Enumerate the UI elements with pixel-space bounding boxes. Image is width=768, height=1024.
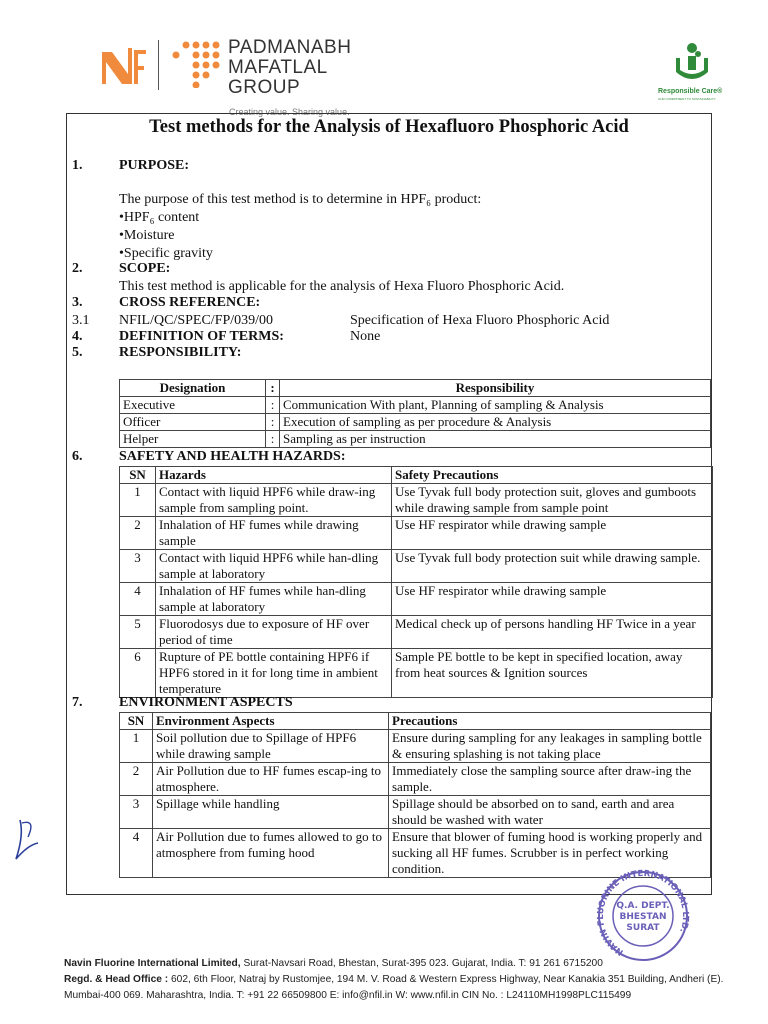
- cell-designation: Officer: [120, 414, 266, 431]
- crossref-heading: CROSS REFERENCE:: [119, 295, 261, 310]
- header-precautions: Precautions: [389, 713, 711, 730]
- cell-precaution: Use Tyvak full body protection suit while drawing sample.: [392, 550, 713, 583]
- company-line-1: PADMANABH: [228, 37, 352, 58]
- definition-number: 4.: [72, 329, 83, 344]
- table-header-row: [120, 713, 711, 730]
- header-colon: :: [266, 380, 280, 397]
- crossref-code: NFIL/QC/SPEC/FP/039/00: [119, 313, 274, 328]
- purpose-number: 1.: [72, 158, 83, 173]
- stamp-ring-text: NAVIN FLUORINE INTERNATIONAL LTD.: [595, 868, 691, 958]
- responsibility-heading: RESPONSIBILITY:: [119, 345, 242, 360]
- cell-designation: Executive: [120, 397, 266, 414]
- cell-aspect: Air Pollution due to fumes allowed to go to atmosphere from fuming hood: [153, 829, 389, 878]
- company-line-2: MAFATLAL: [228, 57, 328, 78]
- stamp-line: BHESTAN: [619, 912, 667, 922]
- header-aspects: Environment Aspects: [153, 713, 389, 730]
- footer-company: Navin Fluorine International Limited,: [64, 958, 241, 969]
- cell-precaution: Ensure that blower of fuming hood is working properly and sucking all HF fumes. Scrubber is in perfect working condition.: [389, 829, 711, 878]
- footer-regd-address: 602, 6th Floor, Natraj by Rustomjee, 194 M. V. Road & Western Express Highway, Near Kanakia 351 Building, Andheri (E).: [168, 974, 724, 985]
- cell-sn: 5: [120, 616, 156, 649]
- cell-precaution: Use HF respirator while drawing sample: [392, 517, 713, 550]
- responsibility-number: 5.: [72, 345, 83, 360]
- cell-sn: 4: [120, 829, 153, 878]
- qa-stamp-icon: [588, 868, 698, 964]
- footer-line-1: [64, 958, 603, 969]
- definition-value: None: [350, 329, 381, 344]
- cell-hazard: Inhalation of HF fumes while drawing sample: [156, 517, 392, 550]
- padmanabh-logo-icon: [98, 44, 150, 88]
- cell-precaution: Immediately close the sampling source after draw-ing the sample.: [389, 763, 711, 796]
- purpose-item: •Moisture: [119, 228, 175, 243]
- footer-regd-label: Regd. & Head Office :: [64, 974, 169, 985]
- company-line-3: GROUP: [228, 77, 301, 98]
- cell-sn: 4: [120, 583, 156, 616]
- cell-hazard: Contact with liquid HPF6 while han-dling sample at laboratory: [156, 550, 392, 583]
- tagline: Creating value. Sharing value.: [229, 107, 350, 117]
- cell-sn: 3: [120, 796, 153, 829]
- header-sn: SN: [120, 467, 156, 484]
- environment-number: 7.: [72, 695, 83, 710]
- footer-address: Surat-Navsari Road, Bhestan, Surat-395 023. Gujarat, India. T: 91 261 6715200: [240, 958, 603, 969]
- table-row: [120, 649, 713, 698]
- table-header-row: [120, 467, 713, 484]
- cell-sn: 1: [120, 730, 153, 763]
- purpose-heading: PURPOSE:: [119, 158, 189, 173]
- cell-hazard: Inhalation of HF fumes while han-dling sample at laboratory: [156, 583, 392, 616]
- purpose-item: •Specific gravity: [119, 246, 213, 261]
- environment-table: [119, 712, 711, 878]
- company-name: [228, 38, 351, 98]
- responsible-care-sub: OUR COMMITMENT TO SUSTAINABILITY: [658, 97, 716, 101]
- table-header-row: [120, 380, 711, 397]
- cell-precaution: Use HF respirator while drawing sample: [392, 583, 713, 616]
- cell-sn: 6: [120, 649, 156, 698]
- table-row: [120, 763, 711, 796]
- footer-line-3: Mumbai-400 069. Maharashtra, India. T: +91 22 66509800 E: info@nfil.in W: www.nfil.in CIN No. : L24110MH1998PLC115499: [64, 990, 632, 1001]
- document-title: Test methods for the Analysis of Hexafluoro Phosphoric Acid: [149, 117, 629, 137]
- table-row: [120, 796, 711, 829]
- dots-logo-icon: [172, 40, 220, 88]
- cell-colon: :: [266, 397, 280, 414]
- table-row: [120, 431, 711, 448]
- responsible-care-logo-icon: [668, 40, 716, 88]
- table-row: [120, 484, 713, 517]
- footer-line-2: [64, 974, 723, 985]
- table-row: [120, 397, 711, 414]
- crossref-subnumber: 3.1: [72, 313, 90, 328]
- scope-text: This test method is applicable for the analysis of Hexa Fluoro Phosphoric Acid.: [119, 279, 565, 294]
- crossref-description: Specification of Hexa Fluoro Phosphoric Acid: [350, 313, 610, 328]
- cell-sn: 3: [120, 550, 156, 583]
- cell-colon: :: [266, 431, 280, 448]
- cell-aspect: Spillage while handling: [153, 796, 389, 829]
- cell-sn: 2: [120, 517, 156, 550]
- scope-number: 2.: [72, 261, 83, 276]
- signature-mark-icon: [10, 815, 50, 865]
- table-row: [120, 616, 713, 649]
- table-row: [120, 730, 711, 763]
- cell-designation: Helper: [120, 431, 266, 448]
- stamp-line: SURAT: [626, 923, 660, 933]
- cell-precaution: Sample PE bottle to be kept in specified location, away from heat sources & Ignition sources: [392, 649, 713, 698]
- header-responsibility: Responsibility: [280, 380, 711, 397]
- cell-precaution: Ensure during sampling for any leakages in sampling bottle & ensuring splashing is not taking place: [389, 730, 711, 763]
- table-row: [120, 414, 711, 431]
- crossref-number: 3.: [72, 295, 83, 310]
- hazards-table: [119, 466, 713, 698]
- cell-precaution: Spillage should be absorbed on to sand, earth and area should be washed with water: [389, 796, 711, 829]
- responsibility-table: [119, 379, 711, 448]
- cell-aspect: Air Pollution due to HF fumes escap-ing to atmosphere.: [153, 763, 389, 796]
- cell-responsibility: Execution of sampling as per procedure & Analysis: [280, 414, 711, 431]
- hazards-number: 6.: [72, 449, 83, 464]
- definition-heading: DEFINITION OF TERMS:: [119, 329, 284, 344]
- logo-divider: [158, 40, 159, 90]
- cell-precaution: Medical check up of persons handling HF Twice in a year: [392, 616, 713, 649]
- table-row: [120, 550, 713, 583]
- header-sn: SN: [120, 713, 153, 730]
- cell-sn: 2: [120, 763, 153, 796]
- cell-colon: :: [266, 414, 280, 431]
- scope-heading: SCOPE:: [119, 261, 171, 276]
- table-row: [120, 517, 713, 550]
- purpose-intro: The purpose of this test method is to determine in HPF₆ product:: [119, 192, 482, 207]
- environment-heading: ENVIRONMENT ASPECTS: [119, 695, 293, 710]
- hazards-heading: SAFETY AND HEALTH HAZARDS:: [119, 449, 346, 464]
- header-precautions: Safety Precautions: [392, 467, 713, 484]
- responsible-care-label: Responsible Care®: [658, 88, 723, 95]
- table-row: [120, 583, 713, 616]
- cell-hazard: Contact with liquid HPF6 while draw-ing sample from sampling point.: [156, 484, 392, 517]
- cell-aspect: Soil pollution due to Spillage of HPF6 while drawing sample: [153, 730, 389, 763]
- cell-responsibility: Sampling as per instruction: [280, 431, 711, 448]
- purpose-item: •HPF₆ content: [119, 210, 200, 225]
- cell-sn: 1: [120, 484, 156, 517]
- cell-responsibility: Communication With plant, Planning of sampling & Analysis: [280, 397, 711, 414]
- cell-precaution: Use Tyvak full body protection suit, gloves and gumboots while drawing sample from sample point: [392, 484, 713, 517]
- header-hazards: Hazards: [156, 467, 392, 484]
- cell-hazard: Rupture of PE bottle containing HPF6 if HPF6 stored in it for long time in ambient temperature: [156, 649, 392, 698]
- stamp-line: Q.A. DEPT.: [616, 901, 670, 911]
- cell-hazard: Fluorodosys due to exposure of HF over period of time: [156, 616, 392, 649]
- header-designation: Designation: [120, 380, 266, 397]
